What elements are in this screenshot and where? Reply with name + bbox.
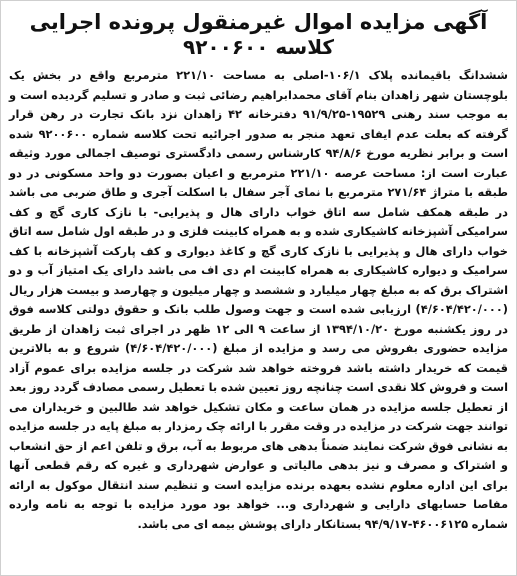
notice-body: ششدانگ باقیمانده پلاک ۱۰۶/۱-اصلی به مساحت ۲۲۱/۱۰ مترمربع واقع در بخش یک بلوچستان شهر زاهدان بنام آقای محمدابراهیم رضائی ثبت و صادر و تسلیم گردیده است و به موجب سند رهنی ۱۹۵۲۹-۹۱/۹/۲۵ دفترخانه ۴۲ زاهدان نزد بانک تجارت در رهن قرار گرفته که بعلت عدم ایفای تعهد منجر به صدور اجرائیه تحت کلاسه شماره ۹۲۰۰۶۰۰ شده است و برابر نظریه مورخ ۹۴/۸/۶ کارشناس رسمی دادگستری توصیف اجمالی مورد وثیقه عبارت است از: مساحت عرصه ۲۲۱/۱۰ مترمربع و اعیان بصورت دو واحد مسکونی در دو طبقه با متراژ ۲۷۱/۶۴ مترمربع با نمای آجر سفال با اسکلت آجری و طاق ضربی می باشد در طبقه همکف شامل سه اتاق خواب دارای هال و پذیرایی- با نازک کاری گچ و کف سرامیکی آشپزخانه کاشیکاری شده و به همراه کابینت فلزی و در طبقه اول شامل سه اتاق خواب دارای هال و پذیرایی با نازک کاری گچ و کاغذ دیواری و کف پارکت آشپزخانه با کف سرامیک و دیواره کاشیکاری به همراه کابینت ام دی اف می باشد دارای یک امتیاز آب و دو اشتراک برق که به مبلغ چهار میلیارد و ششصد و چهار میلیون و چهارصد و بیست هزار ریال (۴/۶۰۴/۴۲۰/۰۰۰) ارزیابی شده است و جهت وصول طلب بانک و حقوق دولتی کلاسه فوق در روز یکشنبه مورخ ۱۳۹۴/۱۰/۲۰ از ساعت ۹ الی ۱۲ ظهر در اجرای ثبت زاهدان از طریق مزایده حضوری بفروش می رسد و مزایده از مبلغ (۴/۶۰۴/۴۲۰/۰۰۰) شروع و به بالاترین قیمت که خریدار داشته باشد فروخته خواهد شد شرکت در جلسه مزایده برای عموم آزاد است و فروش کلا نقدی است چنانچه روز تعیین شده با تعطیل رسمی مصادف گردد روز بعد از تعطیل جلسه مزایده در همان ساعت و مکان تشکیل خواهد شد طالبین و خریداران می توانند جهت شرکت در مزایده در وقت مقرر با ارائه چک رمزدار به مبلغ پایه در جلسه مزایده به نشانی فوق شرکت نمایند ضمناً بدهی های مربوط به آب، برق و تلفن اعم از حق انشعاب و اشتراک و مصرف و نیز بدهی مالیاتی و عوارض شهرداری و غیره که رقم قطعی آنها برای این اداره معلوم نشده بعهده برنده مزایده است و تنظیم سند انتقال موکول به ارائه مفاصا حسابهای دارایی و شهرداری و... خواهد بود مورد مزایده با توجه به نامه وارده شماره ۴۶۰۰۶۱۲۵-۹۴/۹/۱۷ بستانکار دارای پوشش بیمه ای می باشد.: [9, 68, 509, 531]
case-number: کلاسه ۹۲۰۰۶۰۰: [182, 35, 335, 59]
notice-title: آگهی مزایده اموال غیرمنقول پرونده اجرایی: [29, 10, 488, 34]
